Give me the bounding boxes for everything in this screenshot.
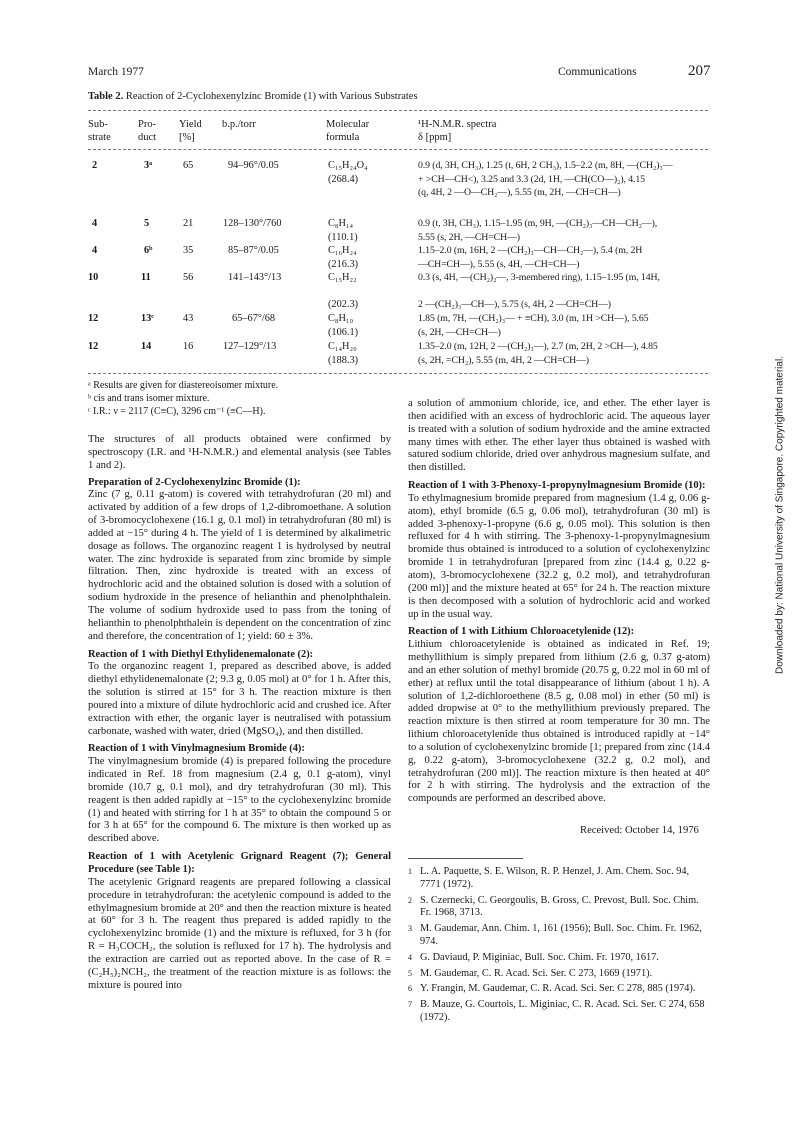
paragraph-text: a solution of ammonium chloride, ice, and ether. The ether layer is then acidified with an excess of hydrochloric acid. The aqueous layer is treated with a solution of sodium hydroxide and the amine extracted many times with ether. The ether layer thus obtained is washed with satured sodium chloride, dried over anhydrous magnesium sulfate, and then distilled. <box>408 398 710 474</box>
cell-nmr-line: 0.9 (t, 3H, CH₃), 1.15–1.95 (m, 9H, —(CH₂)₃—CH—CH₂—), <box>418 218 658 229</box>
cell-product-wrap <box>141 312 154 326</box>
cell-product: 14 <box>141 341 152 352</box>
reference-number: 1 <box>408 867 412 876</box>
cell-nmr <box>418 244 710 271</box>
cell-nmr-line: 1.35–2.0 (m, 12H, 2 —(CH₂)₃—), 2.7 (m, 2H, 2 >CH—), 4.85 <box>418 341 658 352</box>
paragraph-text: Zinc (7 g, 0.11 g-atom) is covered with tetrahydrofuran (20 ml) and activated by addition of a few drops of 1,2-dibromoethane. A solution of 3-bromocyclohexene (16.1 g, 0.1 mol) in tetrahydrofuran (80 ml) is added at −15° during 4 h. The yield of 1 is determined by alkalimetric dosage as follows. The organozinc reagent 1 is hydrolysed by neutral water. The zinc hydroxide is separated from zinc bromide by simple filtration. Then, zinc hydroxide is treated with an excess of hydrochloric acid and the obtained solution is dosed with a solution of sodium hydroxide in the presence of helianthin and phenolphthalein. The volume of sodium hydroxide used to pass from the toning of helianthin to phenolphthalein is dependent on the concentration of zinc and therefore, the concentration of 1; yield: 60 ± 3%. <box>88 489 391 642</box>
cell-bp: 127–129°/13 <box>223 341 277 352</box>
cell-bp: 128–130°/760 <box>223 218 282 229</box>
cell-product-wrap <box>141 271 151 285</box>
table-header-rule <box>88 149 708 150</box>
col-header-substrate <box>88 118 111 144</box>
cell-yield: 65 <box>183 160 194 171</box>
table-footnotes <box>88 379 388 418</box>
reference-text: M. Gaudemar, Ann. Chim. 1, 161 (1956); Bull. Soc. Chim. Fr. 1962, 974. <box>420 923 702 947</box>
cell-formula-line: C₈H₁₄ <box>328 218 354 229</box>
cell-nmr <box>418 271 710 312</box>
table-row <box>92 244 97 258</box>
cell-formula-line: C₁₅H₂₄O₄ <box>328 160 368 171</box>
cell-nmr-line: 2 —(CH₂)₃—CH—), 5.75 (s, 4H, 2 —CH=CH—) <box>418 299 611 310</box>
cell-formula-line: (202.3) <box>328 299 359 310</box>
reference-item <box>408 866 710 892</box>
cell-substrate: 4 <box>92 245 98 256</box>
table-row <box>88 312 98 326</box>
cell-substrate: 12 <box>88 341 99 352</box>
col-header-nmr <box>418 118 496 144</box>
col-header-formula-line2: formula <box>326 132 360 143</box>
paragraph <box>88 851 391 992</box>
cell-bp: 141–143°/13 <box>228 272 282 283</box>
footnote-b: ᵇ cis and trans isomer mixture. <box>88 393 210 404</box>
header-section: Communications <box>558 66 637 78</box>
cell-formula-line: C₁₆H₂₄ <box>328 245 357 256</box>
section-heading: Preparation of 2-Cyclohexenylzinc Bromide (1): <box>88 476 301 488</box>
col-header-substrate-line2: strate <box>88 132 111 143</box>
cell-nmr <box>418 340 710 367</box>
cell-yield: 43 <box>183 313 194 324</box>
header-date: March 1977 <box>88 66 144 78</box>
reference-text: M. Gaudemar, C. R. Acad. Sci. Ser. C 273, 1669 (1971). <box>420 967 653 979</box>
cell-nmr-line: (q, 4H, 2 —O—CH₂—), 5.55 (m, 2H, —CH=CH—) <box>418 187 621 198</box>
cell-formula <box>328 159 368 186</box>
table-row <box>92 217 97 231</box>
reference-text: B. Mauze, G. Courtois, L. Miginiac, C. R. Acad. Sci. Ser. C 274, 658 (1972). <box>420 999 705 1023</box>
cell-product-wrap <box>144 159 152 173</box>
reference-text: S. Czernecki, C. Georgoulis, B. Gross, C. Prevost, Bull. Soc. Chim. Fr. 1968, 3713. <box>420 894 699 919</box>
reference-text: G. Daviaud, P. Miginiac, Bull. Soc. Chim. Fr. 1970, 1617. <box>420 951 659 963</box>
table-row <box>88 340 98 354</box>
table-top-rule <box>88 110 708 111</box>
reference-text: L. A. Paquette, S. E. Wilson, R. P. Henzel, J. Am. Chem. Soc. 94, 7771 (1972). <box>420 866 690 890</box>
col-header-yield-line1: Yield <box>179 119 202 130</box>
cell-nmr <box>418 159 710 200</box>
cell-bp: 94–96°/0.05 <box>228 160 279 171</box>
cell-nmr-line <box>418 285 710 299</box>
cell-nmr-line: 0.3 (s, 4H, —(CH₂)₂—, 3-membered ring), 1.15–1.95 (m, 14H, <box>418 272 660 283</box>
cell-formula-line <box>328 285 358 299</box>
col-header-yield-line2: [%] <box>179 132 195 143</box>
table-caption-text: Reaction of 2-Cyclohexenylzinc Bromide (1) with Various Substrates <box>125 91 418 102</box>
cell-substrate: 12 <box>88 313 99 324</box>
col-header-formula <box>326 118 369 144</box>
cell-formula-line: (216.3) <box>328 258 359 270</box>
col-header-product-line2: duct <box>138 132 157 143</box>
section-heading: Reaction of 1 with Acetylenic Grignard Reagent (7); General Procedure (see Table 1): <box>88 851 391 875</box>
cell-product-wrap <box>144 217 149 231</box>
col-header-product-line1: Pro- <box>138 119 157 130</box>
cell-formula <box>328 271 358 312</box>
reference-number: 4 <box>408 952 412 962</box>
table-bottom-rule <box>88 373 708 374</box>
right-column <box>408 398 710 806</box>
cell-formula-line: (106.1) <box>328 326 359 338</box>
section-heading: Reaction of 1 with 3-Phenoxy-1-propynylmagnesium Bromide (10): <box>408 480 706 492</box>
col-header-bp: b.p./torr <box>222 119 256 130</box>
cell-formula-line: (188.3) <box>328 354 359 366</box>
reference-text: Y. Frangin, M. Gaudemar, C. R. Acad. Sci. Ser. C 278, 885 (1974). <box>420 983 696 995</box>
reference-number: 7 <box>408 1000 412 1010</box>
cell-nmr-line: + >CH—CH<), 3.25 and 3.3 (2d, 1H, —CH(CO—)₂), 4.15 <box>418 173 645 185</box>
reference-number: 3 <box>408 924 412 934</box>
cell-formula-line: (110.1) <box>328 231 358 243</box>
cell-formula-line: C₁₅H₂₂ <box>328 272 357 283</box>
reference-number: 6 <box>408 984 412 994</box>
paragraph-text: To ethylmagnesium bromide prepared from magnesium (1.4 g, 0.06 g-atom), ethyl bromide (6.5 g, 0.06 mol), tetrahydrofuran (30 ml) is added 3-phenoxy-1-propyne (6.6 g, 0.05 mol). This solution is then refluxed for 4 h with stirring. The 3-phenoxy-1-propynylmagnesium bromide thus obtained is introduced to a solution of cyclohexenylzinc bromide 1 in tetrahydrofuran [prepared from zinc (14.4 g, 0.22 g-atom), 3-bromocyclohexene (32.2 g, 0.2 mol), and tetrahydrofuran (200 ml)] and the mixture heated at 65° for 24 h. The reaction mixture is then decomposed with a solution of hydrochloric acid and worked up in the usual way. <box>408 492 710 620</box>
reference-number: 5 <box>408 968 412 978</box>
paragraph-text: Lithium chloroacetylenide is obtained as indicated in Ref. 19; methyllithium is simply prepared from lithium (2.6 g, 0.37 g-atom) and an ether solution of methyl bromide (20.75 g, 0.22 mol in 60 ml of ether) at reflux until the total disappearance of lithium (about 1 h). A solution of 1,2-dichloroethene (8.5 g, 0.08 mol) in ether (50 ml) is added dropwise at 0° to the methyllithium previously prepared. The reaction mixture is then stirred at room temperature for 30 mn. The lithium chloroacetylenide thus obtained is introduced rapidly at −14° to a solution of cyclohexenylzinc bromide [1; prepared from zinc (14.4 g, 0.22 g-atom), 3-bromocyclohexene (32.2 g, 0.2 mol), and tetrahydrofuran (200 ml)]. The reaction mixture is then heated at 40° for 2 h with stirring. The hydrolysis and the extraction of the compounds are performed an described above. <box>408 639 710 805</box>
cell-product: 13ᶜ <box>141 313 154 324</box>
cell-nmr-line: (s, 2H, =CH₂), 5.55 (m, 4H, 2 —CH=CH—) <box>418 354 589 366</box>
cell-nmr-line: (s, 2H, —CH=CH—) <box>418 326 501 338</box>
reference-item <box>408 999 710 1025</box>
cell-substrate: 10 <box>88 272 99 283</box>
references-list <box>408 866 710 1025</box>
section-heading: Reaction of 1 with Diethyl Ethylidenemalonate (2): <box>88 648 314 660</box>
table-caption <box>88 91 418 102</box>
cell-nmr-line: 1.15–2.0 (m, 16H, 2 —(CH₂)₃—CH—CH₂—), 5.4 (m, 2H <box>418 245 643 256</box>
col-header-formula-line1: Molecular <box>326 119 370 130</box>
col-header-nmr-line2: δ [ppm] <box>418 132 452 143</box>
reference-number: 2 <box>408 895 412 905</box>
paragraph-text: To the organozinc reagent 1, prepared as described above, is added diethyl ethylidenemalonate (2; 9.3 g, 0.05 mol) at 0° for 1 h. After this, the solution is stirred at 15° for 3 h. The reaction mixture is then poured into a mixture of dilute hydrochloric acid and crushed ice. After extraction with ether, the organic layer is neutralised with potassium carbonate, washed with water, dried (MgSO₄), and then distilled. <box>88 661 391 737</box>
cell-nmr-line: 1.85 (m, 7H, —(CH₂)₃— + ≡CH), 3.0 (m, 1H >CH—), 5.65 <box>418 313 649 324</box>
reference-item <box>408 923 710 949</box>
paragraph-text: The vinylmagnesium bromide (4) is prepared following the procedure indicated in Ref. 18 from magnesium (2.4 g, 0.1 g-atom), vinyl bromide (10.7 g, 0.1 mol), and dry tetrahydrofuran (30 ml). This reagent is then added rapidly at −15° to the cyclohexenylzinc bromide (1) and heated with stirring for 1 h at 35° to obtain the compound 5 or for 3 h at 65° for the compound 6. The mixture is then worked up as described above. <box>88 756 391 845</box>
cell-yield: 16 <box>183 341 194 352</box>
download-notice <box>773 350 787 680</box>
received-date: Received: October 14, 1976 <box>580 825 699 836</box>
section-heading: Reaction of 1 with Lithium Chloroacetylenide (12): <box>408 626 635 638</box>
paragraph <box>88 434 391 473</box>
col-header-nmr-line1: ¹H-N.M.R. spectra <box>418 119 497 130</box>
reference-item <box>408 983 710 996</box>
cell-formula-line: C₈H₁₀ <box>328 313 354 324</box>
cell-substrate: 2 <box>92 160 98 171</box>
cell-yield: 56 <box>183 272 194 283</box>
cell-bp: 65–67°/68 <box>232 313 276 324</box>
cell-yield: 35 <box>183 245 194 256</box>
paragraph <box>408 398 710 475</box>
paragraph <box>408 480 710 621</box>
cell-nmr-line: —CH=CH—), 5.55 (s, 4H, —CH=CH—) <box>418 258 580 270</box>
cell-nmr-line: 0.9 (d, 3H, CH₃), 1.25 (t, 6H, 2 CH₃), 1.5–2.2 (m, 8H, —(CH₂)₃— <box>418 160 673 171</box>
cell-nmr <box>418 312 710 339</box>
cell-product-wrap <box>141 340 151 354</box>
footnote-c: ᶜ I.R.: ν = 2117 (C≡C), 3296 cm⁻¹ (≡C—H). <box>88 406 266 417</box>
cell-product: 3ᵃ <box>144 160 153 171</box>
cell-product: 11 <box>141 272 151 283</box>
cell-bp: 85–87°/0.05 <box>228 245 279 256</box>
reference-item <box>408 895 710 921</box>
cell-formula-line: C₁₄H₂₀ <box>328 341 357 352</box>
cell-nmr-line: 5.55 (s, 2H, —CH=CH—) <box>418 231 520 243</box>
cell-formula <box>328 244 358 271</box>
col-header-yield <box>179 118 202 144</box>
paragraph-text: The structures of all products obtained were confirmed by spectroscopy (I.R. and ¹H-N.M.R.) and elemental analysis (see Tables 1 and 2). <box>88 434 391 471</box>
paragraph <box>88 477 391 644</box>
references-rule <box>408 858 523 859</box>
paragraph <box>408 626 710 806</box>
section-heading: Reaction of 1 with Vinylmagnesium Bromide (4): <box>88 743 305 755</box>
col-header-product <box>138 118 156 144</box>
paragraph <box>88 743 391 846</box>
table-caption-label: Table 2. <box>88 91 124 102</box>
paragraph-text: The acetylenic Grignard reagents are prepared following a classical procedure in tetrahydrofuran: the acetylenic compound is added to the ethylmagnesium bromide at 20° and then the reaction mixture is heated at 60° for 3 h. The reagent thus prepared is added rapidly to the cyclohexenylzinc bromide (1) and the mixture is refluxed, for 3 h (for R = H₃COCH₂, the solution is refluxed for 17 h). The hydrolysis and the extraction are carried out as reported above. In the case of R = (C₂H₅)₂NCH₂, the treatment of the reaction mixture is as follows: the mixture is poured into <box>88 876 391 991</box>
left-column <box>88 434 391 992</box>
col-header-substrate-line1: Sub- <box>88 119 108 130</box>
cell-formula <box>328 312 358 339</box>
cell-product-wrap <box>144 244 153 258</box>
reference-item <box>408 952 710 965</box>
page-number: 207 <box>688 63 711 79</box>
footnote-a: ᵃ Results are given for diastereoisomer mixture. <box>88 380 279 391</box>
table-row <box>92 159 97 173</box>
reference-item <box>408 968 710 981</box>
cell-nmr <box>418 217 710 244</box>
cell-product: 6ᵇ <box>144 245 153 256</box>
paragraph <box>88 649 391 739</box>
cell-substrate: 4 <box>92 218 98 229</box>
cell-formula <box>328 340 358 367</box>
cell-product: 5 <box>144 218 150 229</box>
cell-yield: 21 <box>183 218 194 229</box>
table-row <box>88 271 98 285</box>
cell-formula-line: (268.4) <box>328 173 359 185</box>
cell-formula <box>328 217 358 244</box>
download-notice-text: Downloaded by: National University of Singapore. Copyrighted material. <box>774 356 786 674</box>
